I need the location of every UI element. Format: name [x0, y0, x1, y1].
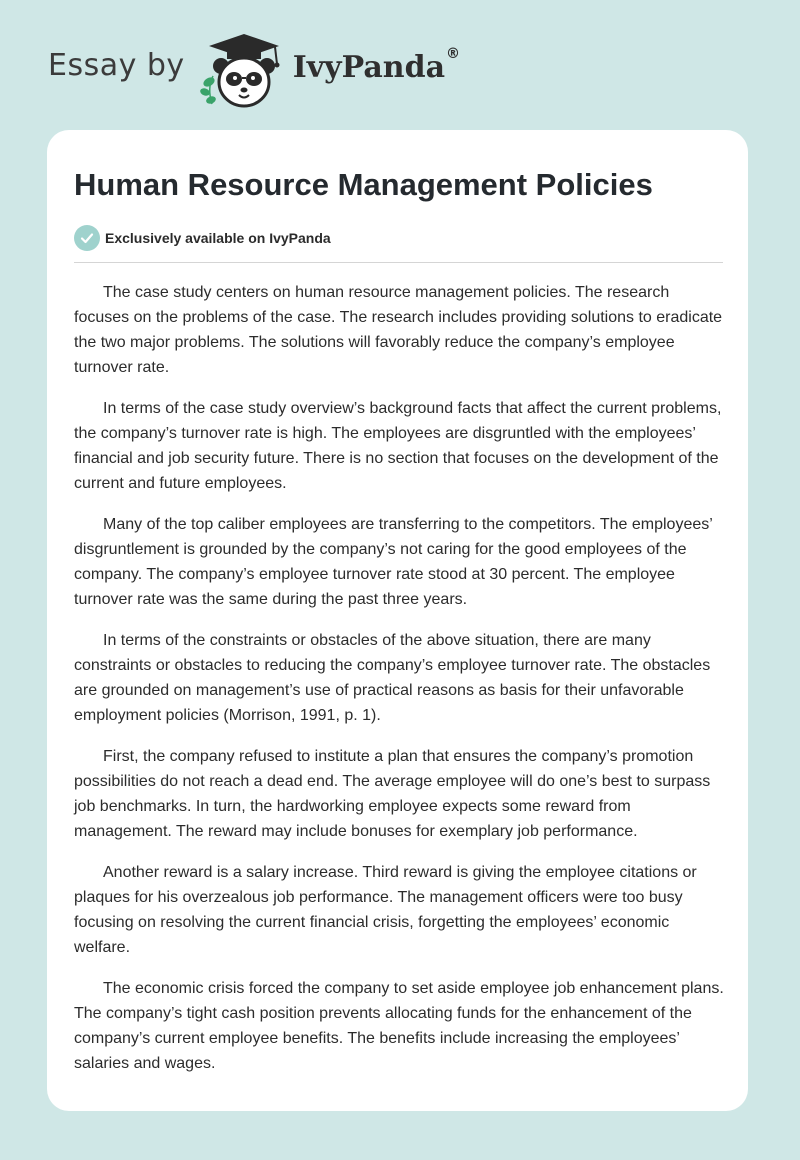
- paragraph: Many of the top caliber employees are transferring to the competitors. The employees’ disgruntlement is grounded by the company’s not caring for the good employees of the company. The company’s employee turnover rate stood at 30 percent. The employee turnover rate was the same during the past three years.: [74, 516, 713, 608]
- essay-body: [74, 280, 724, 1076]
- panda-graduate-logo-icon[interactable]: [199, 30, 289, 110]
- divider: [74, 262, 723, 263]
- registered-mark: ®: [446, 45, 461, 62]
- essay-by-label: Essay by: [48, 47, 185, 83]
- paragraph: Another reward is a salary increase. Third reward is giving the employee citations or plaques for his overzealous job performance. The management officers were too busy focusing on resolving the current financial crisis, forgetting the employees’ economic welfare.: [74, 864, 697, 956]
- exclusive-badge-label: Exclusively available on IvyPanda: [105, 230, 331, 246]
- brand-name-text: IvyPanda: [292, 49, 446, 85]
- essay-card: [47, 130, 748, 1111]
- exclusive-badge: [74, 225, 721, 251]
- paragraph: In terms of the constraints or obstacles of the above situation, there are many constraints or obstacles to reducing the company’s employee turnover rate. The obstacles are grounded on management’s use of practical reasons as basis for their unfavorable employment policies (Morrison, 1991, p. 1).: [74, 632, 711, 724]
- brand-name[interactable]: [292, 45, 461, 85]
- page-title: Human Resource Management Policies: [74, 167, 653, 202]
- site-header: [48, 30, 460, 110]
- paragraph: In terms of the case study overview’s background facts that affect the current problems, the company’s turnover rate is high. The employees are disgruntled with the employees’ financial and job security future. There is no section that focuses on the development of the current and future employees.: [74, 400, 722, 492]
- paragraph: The economic crisis forced the company to set aside employee job enhancement plans. The company’s tight cash position prevents allocating funds for the enhancement of the company’s current employee benefits. The benefits include increasing the employees’ salaries and wages.: [74, 980, 724, 1072]
- paragraph: First, the company refused to institute a plan that ensures the company’s promotion possibilities do not reach a dead end. The average employee will do one’s best to surpass job benchmarks. In turn, the hardworking employee expects some reward from management. The reward may include bonuses for exemplary job performance.: [74, 748, 711, 840]
- paragraph: The case study centers on human resource management policies. The research focuses on the problems of the case. The research includes providing solutions to eradicate the two major problems. The solutions will favorably reduce the company’s employee turnover rate.: [74, 284, 723, 376]
- check-icon: [74, 225, 100, 251]
